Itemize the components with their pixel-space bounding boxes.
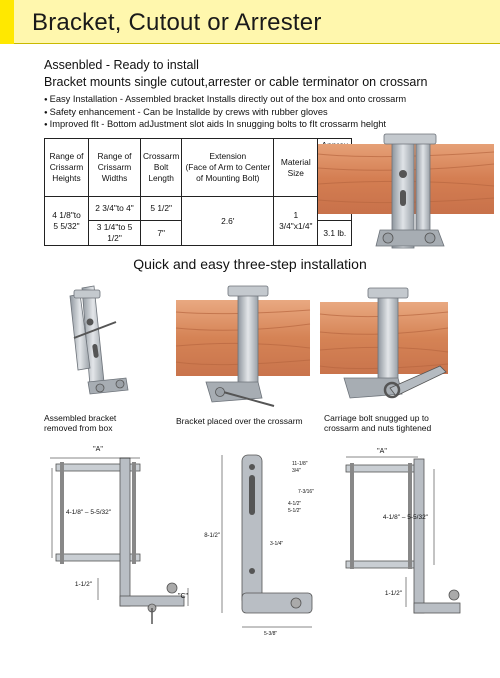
drawing-side-view-right — [338, 445, 478, 620]
feature-item: ● Improved fIt - Bottom adJustment slot aids In snugging bolts to fIt crossarm helght — [44, 119, 484, 132]
dim-offset-label: 1-1/2" — [74, 581, 92, 588]
spec-header-row — [45, 139, 352, 197]
bolt-cell: 5 1/2" — [141, 197, 182, 221]
dim-range-label: 4-1/8" – 5-5/32" — [66, 509, 112, 516]
col-header-widths: Range of Crissarm Widths — [89, 139, 141, 197]
intro-line-2: Bracket mounts single cutout,arrester or cable terminator on crossarn — [44, 75, 428, 89]
feature-item: ● Easy Installation - Assembled bracket Installs directly out of the box and onto crossarm — [44, 94, 484, 107]
dim-offset-label: 1-1/2" — [384, 590, 402, 597]
section-title: Quick and easy three-step installation — [133, 256, 367, 272]
spec-table — [44, 138, 352, 246]
col-header-heights: Range of Crissarm Heights — [45, 139, 89, 197]
dim-a-label: "A" — [93, 446, 103, 453]
drawing-front-view — [204, 445, 332, 640]
table-row — [45, 197, 352, 221]
bolt-cell: 7" — [141, 221, 182, 246]
width-cell: 3 1/4"to 5 1/2" — [89, 221, 141, 246]
step-2-caption: Bracket placed over the crossarm — [176, 416, 303, 426]
dim-c-label: "C" — [178, 593, 189, 600]
col-header-material: Material Size — [274, 139, 318, 197]
dim-base-label: 5-3/8" — [264, 631, 278, 637]
intro-section — [44, 58, 484, 132]
drawing-side-view-left — [40, 438, 190, 638]
feature-item: ● Safety enhancement - Can be Installde by crews with rubber gloves — [44, 107, 484, 120]
height-range-cell: 4 1/8"to 5 5/32" — [45, 197, 89, 246]
extension-cell: 2.6' — [182, 197, 274, 246]
dim-label: 3-1/4" — [270, 541, 284, 547]
dim-label: 7-3/16" — [298, 489, 314, 495]
feature-list — [44, 94, 484, 132]
dim-label: 5-1/2" — [288, 508, 302, 514]
step-1-photo — [44, 282, 136, 408]
page-title: Bracket, Cutout or Arrester — [32, 9, 322, 36]
width-cell: 2 3/4"to 4" — [89, 197, 141, 221]
intro-line-1: Assenbled - Ready to install — [44, 58, 199, 72]
step-1-caption: Assembled bracket removed from box — [44, 413, 117, 433]
col-header-extension: Extension (Face of Arm to Center of Mounting Bolt) — [182, 139, 274, 197]
col-header-bolt: Crossarm Bolt Length — [141, 139, 182, 197]
weight-cell: 3.1 lb. — [318, 221, 352, 246]
banner-accent — [0, 0, 14, 44]
dim-label: 4-1/2" — [288, 501, 302, 507]
dim-label: 3/4" — [292, 468, 301, 474]
step-3-photo — [320, 288, 448, 412]
product-photo — [318, 134, 494, 256]
step-3-caption: Carriage bolt snugged up to crossarm and nuts tightened — [324, 413, 432, 433]
step-2-photo — [176, 286, 310, 412]
dim-total-label: 8-1/2" — [204, 533, 220, 539]
dim-label: 11-1/8" — [292, 461, 308, 467]
dim-a-label: "A" — [377, 448, 387, 455]
material-cell: 1 3/4"x1/4" — [274, 197, 318, 246]
title-banner — [0, 0, 500, 44]
dim-range-label: 4-1/8" – 5-5/32" — [382, 514, 428, 521]
